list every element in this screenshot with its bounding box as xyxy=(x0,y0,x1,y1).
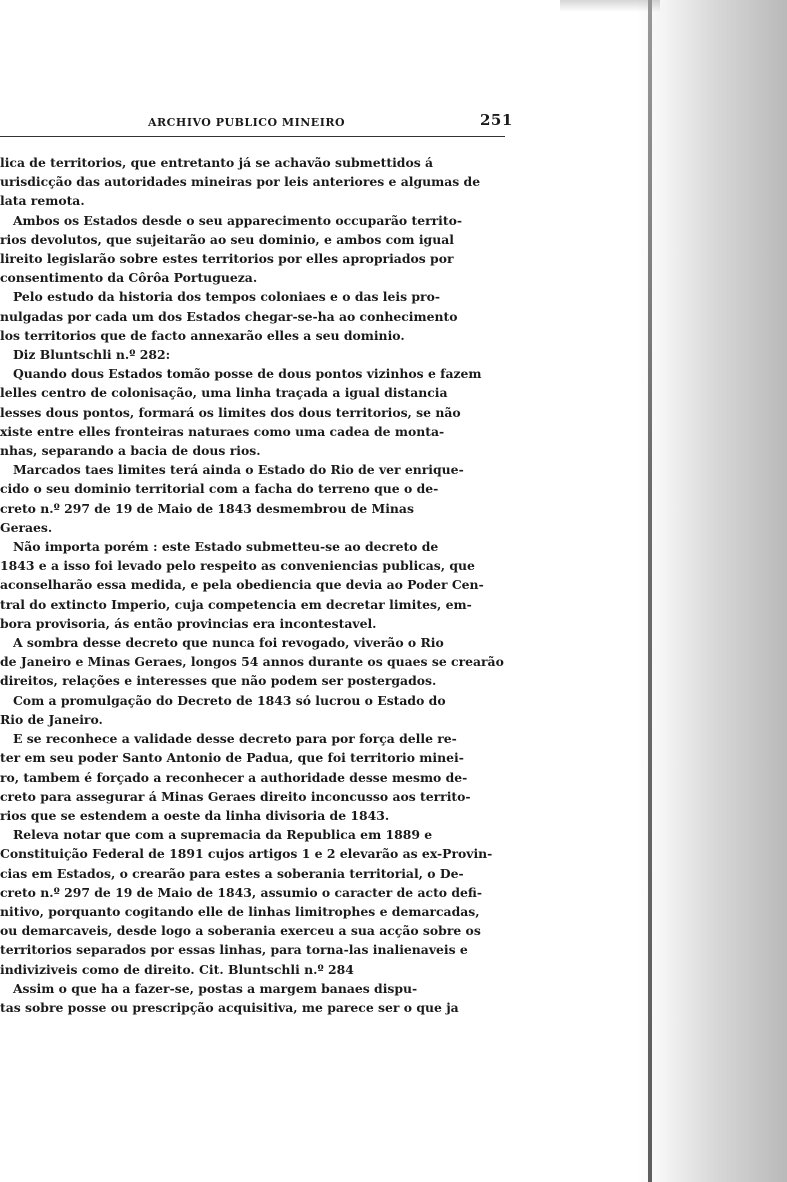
text-line: Assim o que ha a fazer-se, postas a margem banaes dispu- xyxy=(0,980,418,996)
text-line: nhas, separando a bacia de dous rios. xyxy=(0,443,261,459)
text-line: creto para assegurar á Minas Geraes direito inconcusso aos territo- xyxy=(0,788,471,804)
text-line: Geraes. xyxy=(0,519,53,535)
text-line: Marcados taes limites terá ainda o Estado do Rio de ver enrique- xyxy=(0,462,464,478)
text-line: los territorios que de facto annexarão elles a seu dominio. xyxy=(0,327,405,343)
text-line: Não importa porém : este Estado submetteu-se ao decreto de xyxy=(0,539,439,555)
text-line: lireito legislarão sobre estes territorios por elles apropriados por xyxy=(0,251,454,267)
text-line: urisdicção das autoridades mineiras por leis anteriores e algumas de xyxy=(0,174,481,190)
text-line: consentimento da Côrôa Portugueza. xyxy=(0,270,258,286)
text-line: Com a promulgação do Decreto de 1843 só lucrou o Estado do xyxy=(0,692,446,708)
text-line: indiviziveis como de direito. Cit. Bluntschli n.º 284 xyxy=(0,961,354,977)
text-line: territorios separados por essas linhas, para torna-las inalienaveis e xyxy=(0,942,468,958)
page-number: 251 xyxy=(480,111,513,129)
text-line: de Janeiro e Minas Geraes, longos 54 annos durante os quaes se crearão xyxy=(0,654,504,670)
text-line: Quando dous Estados tomão posse de dous pontos vizinhos e fazem xyxy=(0,366,482,382)
text-line: Rio de Janeiro. xyxy=(0,711,103,727)
text-line: ro, tambem é forçado a reconhecer a authoridade desse mesmo de- xyxy=(0,769,468,785)
text-line: ter em seu poder Santo Antonio de Padua, que foi territorio minei- xyxy=(0,750,464,766)
text-line: nulgadas por cada um dos Estados chegar-se-ha ao conhecimento xyxy=(0,308,458,324)
text-line: E se reconhece a validade desse decreto para por força delle re- xyxy=(0,731,457,747)
text-line: lesses dous pontos, formará os limites dos dous territorios, se não xyxy=(0,404,461,420)
text-line: lica de territorios, que entretanto já se achavão submettidos á xyxy=(0,155,434,170)
page-gutter-shadow xyxy=(636,0,787,1182)
text-line: cias em Estados, o crearão para estes a soberania territorial, o De- xyxy=(0,865,464,881)
text-line: Releva notar que com a supremacia da Republica em 1889 e xyxy=(0,827,433,843)
text-line: Ambos os Estados desde o seu apparecimento occuparão territo- xyxy=(0,212,463,228)
text-line: creto n.º 297 de 19 de Maio de 1843 desmembrou de Minas xyxy=(0,500,414,516)
text-line: rios devolutos, que sujeitarão ao seu dominio, e ambos com igual xyxy=(0,231,454,247)
text-line: nitivo, porquanto cogitando elle de linhas limitrophes e demarcadas, xyxy=(0,903,480,919)
text-line: creto n.º 297 de 19 de Maio de 1843, assumio o caracter de acto defi- xyxy=(0,884,483,900)
text-line: Pelo estudo da historia dos tempos coloniaes e o das leis pro- xyxy=(0,289,440,305)
text-line: rios que se estendem a oeste da linha divisoria de 1843. xyxy=(0,807,390,823)
text-line: Constituição Federal de 1891 cujos artigos 1 e 2 elevarão as ex-Provin- xyxy=(0,846,493,862)
text-line: Diz Bluntschli n.º 282: xyxy=(0,347,171,363)
document-page xyxy=(0,110,520,1017)
header-title: ARCHIVO PUBLICO MINEIRO xyxy=(148,116,346,129)
text-line: cido o seu dominio territorial com a facha do terreno que o de- xyxy=(0,481,439,497)
text-line: ou demarcaveis, desde logo a soberania exerceu a sua acção sobre os xyxy=(0,923,481,939)
text-line: xiste entre elles fronteiras naturaes como uma cadea de monta- xyxy=(0,423,445,439)
running-header xyxy=(0,110,520,132)
text-line: tral do extincto Imperio, cuja competencia em decretar limites, em- xyxy=(0,596,472,612)
text-line: 1843 e a isso foi levado pelo respeito as conveniencias publicas, que xyxy=(0,558,475,574)
text-line: aconselharão essa medida, e pela obediencia que devia ao Poder Cen- xyxy=(0,577,484,593)
header-rule xyxy=(0,136,505,137)
text-line: A sombra desse decreto que nunca foi revogado, viverão o Rio xyxy=(0,635,444,651)
text-line: lata remota. xyxy=(0,193,85,209)
body-text xyxy=(0,153,505,1017)
text-line: lelles centro de colonisação, uma linha traçada a igual distancia xyxy=(0,385,448,401)
text-line: direitos, relações e interesses que não podem ser postergados. xyxy=(0,673,437,689)
scan-shadow xyxy=(560,0,660,12)
text-line: bora provisoria, ás então provincias era incontestavel. xyxy=(0,615,377,631)
text-line: tas sobre posse ou prescripção acquisitiva, me parece ser o que ja xyxy=(0,999,459,1015)
binding-edge xyxy=(648,0,652,1182)
